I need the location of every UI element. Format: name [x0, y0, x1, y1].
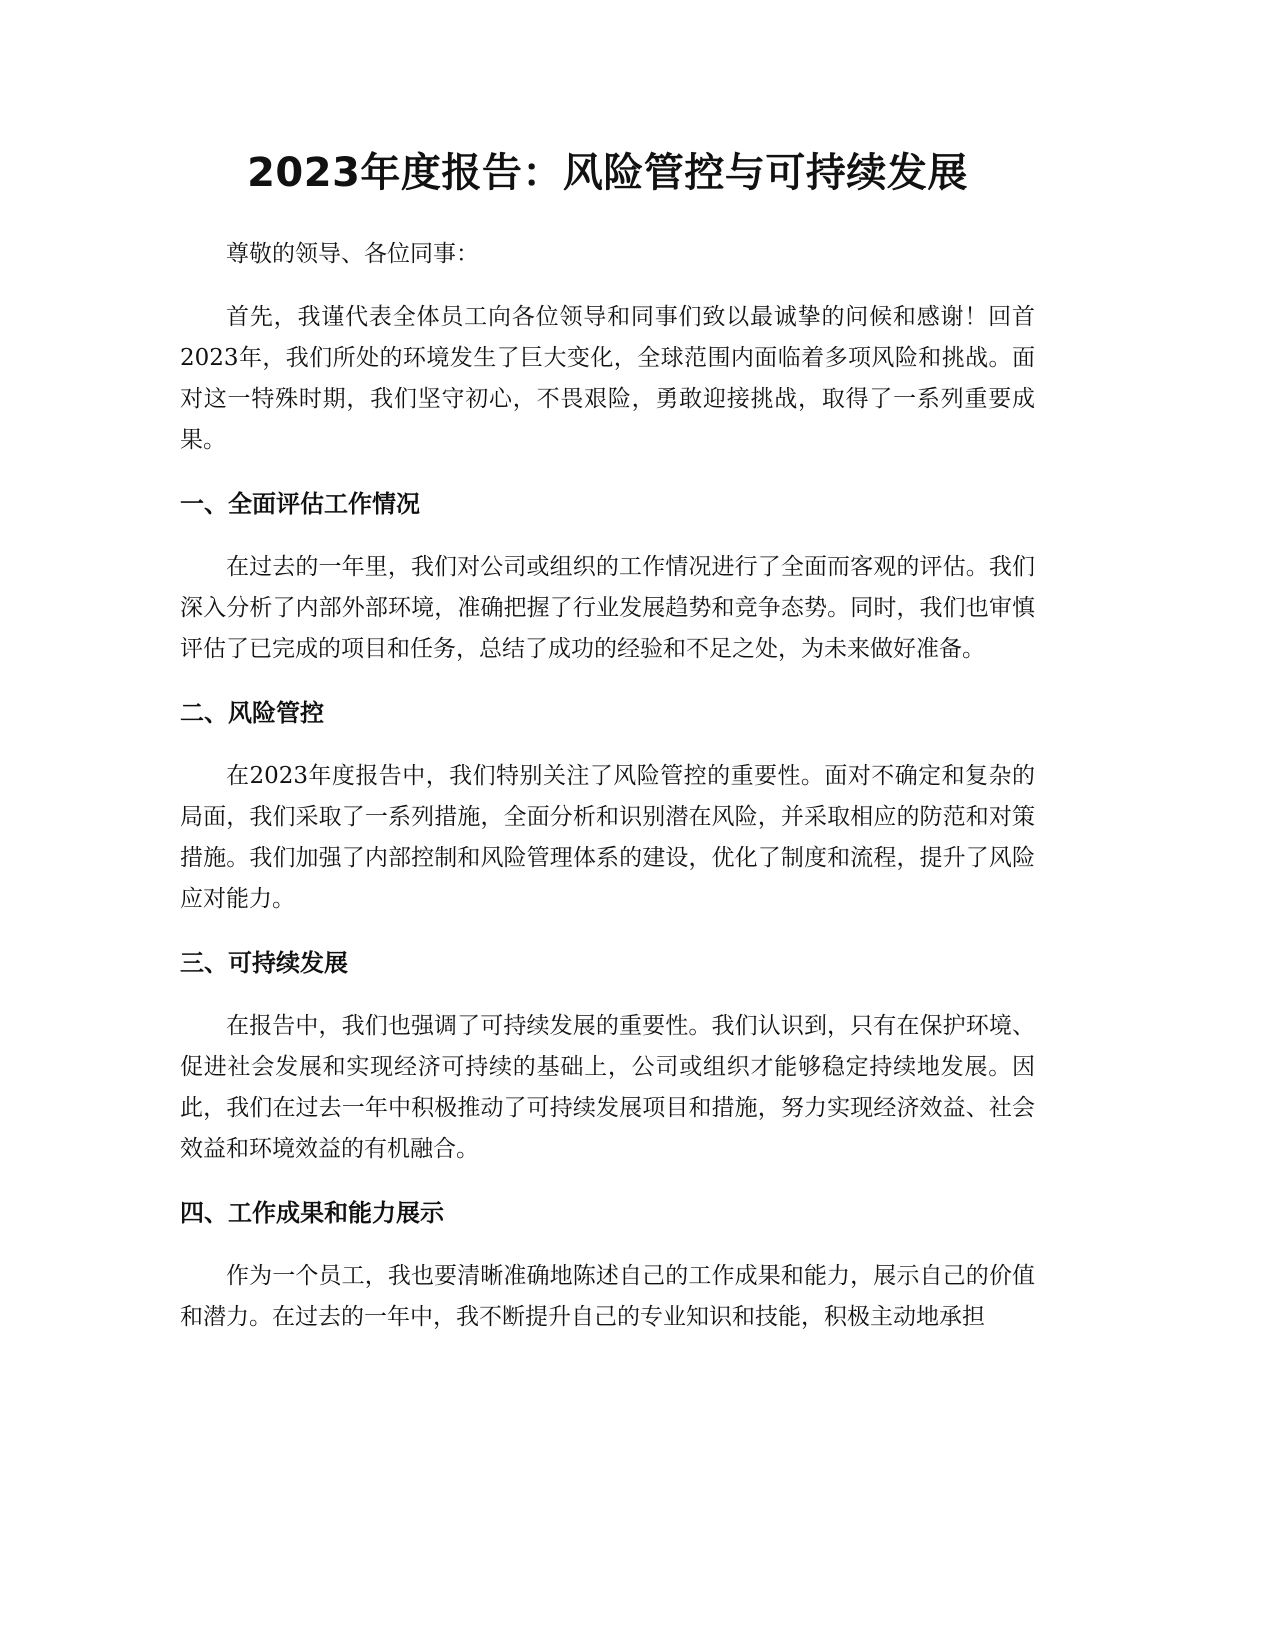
document-title: 2023年度报告：风险管控与可持续发展: [247, 150, 968, 196]
section-body-1: 在过去的一年里，我们对公司或组织的工作情况进行了全面而客观的评估。我们深入分析了内部外部环境，准确把握了行业发展趋势和竞争态势。同时，我们也审慎评估了已完成的项目和任务，总结了成功的经验和不足之处，为未来做好准备。: [180, 554, 1035, 662]
section-heading-1: 一、全面评估工作情况: [180, 490, 420, 518]
section-heading-3: 三、可持续发展: [180, 949, 348, 977]
section-body-4: 作为一个员工，我也要清晰准确地陈述自己的工作成果和能力，展示自己的价值和潜力。在过去的一年中，我不断提升自己的专业知识和技能，积极主动地承担: [180, 1263, 1035, 1330]
greeting: 尊敬的领导、各位同事：: [226, 241, 479, 267]
document-page: [180, 142, 1035, 1360]
section-heading-2: 二、风险管控: [180, 699, 324, 727]
section-body-2: 在2023年度报告中，我们特别关注了风险管控的重要性。面对不确定和复杂的局面，我们采取了一系列措施，全面分析和识别潜在风险，并采取相应的防范和对策措施。我们加强了内部控制和风险管理体系的建设，优化了制度和流程，提升了风险应对能力。: [180, 763, 1035, 912]
intro-paragraph: 首先，我谨代表全体员工向各位领导和同事们致以最诚挚的问候和感谢！回首2023年，我们所处的环境发生了巨大变化，全球范围内面临着多项风险和挑战。面对这一特殊时期，我们坚守初心，不畏艰险，勇敢迎接挑战，取得了一系列重要成果。: [180, 304, 1035, 453]
section-heading-4: 四、工作成果和能力展示: [180, 1199, 444, 1227]
section-body-3: 在报告中，我们也强调了可持续发展的重要性。我们认识到，只有在保护环境、促进社会发展和实现经济可持续的基础上，公司或组织才能够稳定持续地发展。因此，我们在过去一年中积极推动了可持续发展项目和措施，努力实现经济效益、社会效益和环境效益的有机融合。: [180, 1013, 1035, 1162]
